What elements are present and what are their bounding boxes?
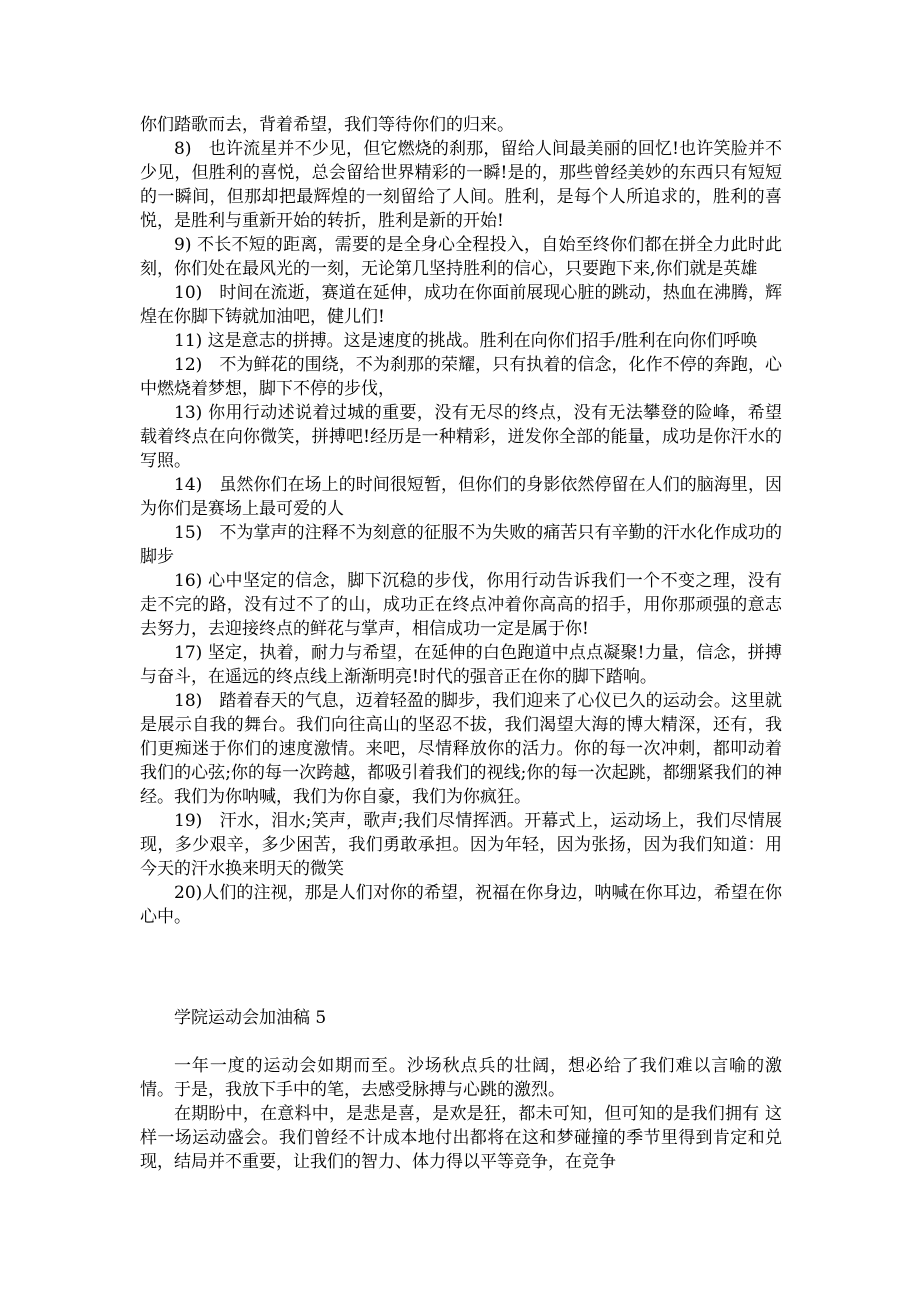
essay-paragraph-2: 在期盼中，在意料中，是悲是喜，是欢是狂，都未可知，但可知的是我们拥有 这样一场运动盛会。我们曾经不计成本地付出都将在这和梦碰撞的季节里得到肯定和兑现，结局并不重要，让我们的智力、体力得以平等竞争，在竞争 — [140, 1104, 782, 1172]
paragraph-14: 20)人们的注视，那是人们对你的希望，祝福在你身边，呐喊在你耳边，希望在你心中。 — [140, 883, 782, 927]
paragraph-1: 你们踏歌而去，背着希望，我们等待你们的归来。 — [140, 115, 514, 135]
paragraph-13: 19) 汗水，泪水;笑声，歌声;我们尽情挥洒。开幕式上，运动场上，我们尽情展现，多少艰辛，多少困苦，我们勇敢承担。因为年轻，因为张扬，因为我们知道：用今天的汗水换来明天的微笑 — [140, 811, 782, 879]
paragraph-4: 10) 时间在流逝，赛道在延伸，成功在你面前展现心脏的跳动，热血在沸腾，辉煌在你脚下铸就加油吧，健儿们! — [140, 283, 782, 327]
essay-paragraph-1: 一年一度的运动会如期而至。沙场秋点兵的壮阔，想必给了我们难以言喻的激情。于是，我放下手中的笔，去感受脉搏与心跳的激烈。 — [140, 1056, 782, 1100]
paragraph-2: 8) 也许流星并不少见，但它燃烧的刹那，留给人间最美丽的回忆!也许笑脸并不少见，但胜利的喜悦，总会留给世界精彩的一瞬!是的，那些曾经美妙的东西只有短短的一瞬间，但那却把最辉煌的一刻留给了人间。胜利，是每个人所追求的，胜利的喜悦，是胜利与重新开始的转折，胜利是新的开始! — [140, 139, 782, 231]
paragraph-6: 12) 不为鲜花的围绕，不为刹那的荣耀，只有执着的信念，化作不停的奔跑，心中燃烧着梦想，脚下不停的步伐， — [140, 355, 782, 399]
paragraph-11: 17) 坚定，执着，耐力与希望，在延伸的白色跑道中点点凝聚!力量，信念，拼搏与奋斗，在遥远的终点线上渐渐明亮!时代的强音正在你的脚下踏响。 — [140, 643, 782, 687]
paragraph-10: 16) 心中坚定的信念，脚下沉稳的步伐，你用行动告诉我们一个不变之理，没有走不完的路，没有过不了的山，成功正在终点冲着你高高的招手，用你那顽强的意志去努力，去迎接终点的鲜花与掌声，相信成功一定是属于你! — [140, 571, 782, 639]
paragraph-7: 13) 你用行动述说着过城的重要，没有无尽的终点，没有无法攀登的险峰，希望载着终点在向你微笑，拼搏吧!经历是一种精彩，迸发你全部的能量，成功是你汗水的写照。 — [140, 403, 782, 471]
paragraph-5: 11) 这是意志的拼搏。这是速度的挑战。胜利在向你们招手/胜利在向你们呼唤 — [174, 331, 758, 351]
paragraph-12: 18) 踏着春天的气息，迈着轻盈的脚步，我们迎来了心仪已久的运动会。这里就是展示自我的舞台。我们向往高山的坚忍不拔，我们渴望大海的博大精深，还有，我们更痴迷于你们的速度激情。来吧，尽情释放你的活力。你的每一次冲刺，都叩动着我们的心弦;你的每一次跨越，都吸引着我们的视线;你的每一次起跳，都绷紧我们的神经。我们为你呐喊，我们为你自豪，我们为你疯狂。 — [140, 691, 782, 807]
paragraph-3: 9) 不长不短的距离，需要的是全身心全程投入，自始至终你们都在拼全力此时此刻，你们处在最风光的一刻，无论第几坚持胜利的信心，只要跑下来,你们就是英雄 — [140, 235, 782, 279]
essay-section — [140, 1054, 782, 1174]
section-heading: 学院运动会加油稿 5 — [174, 1008, 327, 1028]
paragraph-9: 15) 不为掌声的注释不为刻意的征服不为失败的痛苦只有辛勤的汗水化作成功的脚步 — [140, 523, 782, 567]
paragraph-8: 14) 虽然你们在场上的时间很短暂，但你们的身影依然停留在人们的脑海里，因为你们是赛场上最可爱的人 — [140, 475, 782, 519]
cheer-lines-section — [140, 113, 782, 929]
